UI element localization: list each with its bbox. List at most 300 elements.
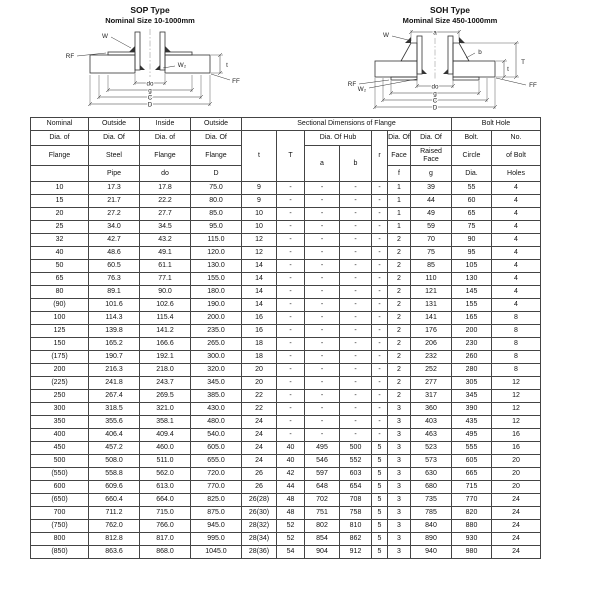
table-cell: 8 <box>492 312 541 325</box>
table-cell: 22 <box>242 390 277 403</box>
table-row <box>31 299 541 312</box>
table-cell: 3 <box>388 481 411 494</box>
header-cell: Flange <box>140 146 191 166</box>
header-cell: Raised Face <box>411 146 452 166</box>
table-cell: 573 <box>411 455 452 468</box>
header-cell: g <box>411 166 452 182</box>
table-cell: - <box>277 429 305 442</box>
table-cell: 20 <box>492 468 541 481</box>
header-cell: Bolt. <box>452 131 492 146</box>
table-cell: 562.0 <box>140 468 191 481</box>
table-cell: 3 <box>388 416 411 429</box>
table-cell: 265.0 <box>191 338 242 351</box>
table-cell: 500 <box>340 442 372 455</box>
table-cell: 12 <box>492 403 541 416</box>
table-cell: 27.7 <box>140 208 191 221</box>
table-cell: 3 <box>388 507 411 520</box>
table-cell: 555 <box>452 442 492 455</box>
table-row <box>31 455 541 468</box>
table-cell: 28(34) <box>242 533 277 546</box>
table-cell: 10 <box>242 208 277 221</box>
w2-label: W₂ <box>357 86 367 93</box>
table-cell: 2 <box>388 260 411 273</box>
table-row <box>31 195 541 208</box>
header-cell-r: r <box>372 131 388 182</box>
table-cell: 863.6 <box>89 546 140 559</box>
table-header <box>31 118 541 182</box>
table-cell: 403 <box>411 416 452 429</box>
table-cell: 318.5 <box>89 403 140 416</box>
table-cell: - <box>277 377 305 390</box>
table-cell: 4 <box>492 208 541 221</box>
table-cell: 8 <box>492 364 541 377</box>
table-cell: - <box>340 351 372 364</box>
table-cell: 785 <box>411 507 452 520</box>
table-cell: 5 <box>372 481 388 494</box>
table-cell: - <box>372 195 388 208</box>
table-cell: - <box>340 286 372 299</box>
header-cell-a: a <box>305 146 340 182</box>
table-cell: - <box>277 234 305 247</box>
table-cell: - <box>305 234 340 247</box>
table-row <box>31 377 541 390</box>
table-row <box>31 364 541 377</box>
header-row-2 <box>31 131 541 146</box>
table-cell: 24 <box>242 416 277 429</box>
table-cell: 345.0 <box>191 377 242 390</box>
table-cell: - <box>340 208 372 221</box>
table-cell: 277 <box>411 377 452 390</box>
table-cell: 24 <box>492 494 541 507</box>
table-cell: 800 <box>31 533 89 546</box>
table-cell: - <box>340 429 372 442</box>
table-cell: - <box>340 325 372 338</box>
table-cell: 770.0 <box>191 481 242 494</box>
table-cell: 12 <box>492 377 541 390</box>
table-cell: 80 <box>31 286 89 299</box>
do-label: do <box>146 80 154 88</box>
soh-title: SOH Type <box>430 5 470 15</box>
table-cell: 680 <box>411 481 452 494</box>
table-cell: 825.0 <box>191 494 242 507</box>
table-cell: 715.0 <box>140 507 191 520</box>
table-cell: 2 <box>388 364 411 377</box>
table-cell: 14 <box>242 273 277 286</box>
table-cell: 250 <box>31 390 89 403</box>
table-cell: 65 <box>31 273 89 286</box>
table-row <box>31 416 541 429</box>
header-cell: Dia. Of <box>388 131 411 146</box>
table-row <box>31 351 541 364</box>
table-cell: 890 <box>411 533 452 546</box>
table-cell: 480.0 <box>191 416 242 429</box>
table-cell: - <box>305 208 340 221</box>
table-cell: - <box>305 364 340 377</box>
rf-label: RF <box>347 81 357 88</box>
header-cell: Circle <box>452 146 492 166</box>
table-cell: 90 <box>452 234 492 247</box>
table-cell: 605.0 <box>191 442 242 455</box>
table-cell: 540.0 <box>191 429 242 442</box>
table-cell: 18 <box>242 351 277 364</box>
table-cell: 26 <box>242 481 277 494</box>
ff-callout <box>496 78 537 89</box>
header-cell: Dia. <box>452 166 492 182</box>
header-cell: Face <box>388 146 411 166</box>
table-cell: 4 <box>492 273 541 286</box>
header-cell: D <box>191 166 242 182</box>
d-label: D <box>147 101 153 109</box>
diagrams-section <box>0 0 600 115</box>
table-cell: - <box>305 390 340 403</box>
table-cell: 80.0 <box>191 195 242 208</box>
table-cell: 90.0 <box>140 286 191 299</box>
table-cell: 95.0 <box>191 221 242 234</box>
table-cell: 751 <box>305 507 340 520</box>
dim-w <box>102 33 131 48</box>
table-cell: - <box>305 182 340 195</box>
table-cell: 3 <box>388 533 411 546</box>
table-cell: 2 <box>388 247 411 260</box>
table-cell: 14 <box>242 299 277 312</box>
table-cell: 2 <box>388 338 411 351</box>
table-cell: (750) <box>31 520 89 533</box>
table-cell: 16 <box>242 325 277 338</box>
table-row <box>31 533 541 546</box>
table-cell: 267.4 <box>89 390 140 403</box>
table-cell: 22 <box>242 403 277 416</box>
table-row <box>31 546 541 559</box>
table-cell: 2 <box>388 273 411 286</box>
header-cell: Outside <box>89 118 140 131</box>
table-row <box>31 468 541 481</box>
table-cell: - <box>277 247 305 260</box>
table-cell: - <box>372 247 388 260</box>
table-cell: 2 <box>388 299 411 312</box>
table-cell: 2 <box>388 351 411 364</box>
table-cell: 20 <box>242 364 277 377</box>
c-label: C <box>147 94 153 102</box>
table-cell: 880 <box>452 520 492 533</box>
header-cell: Dia. Of <box>191 131 242 146</box>
table-cell: 43.2 <box>140 234 191 247</box>
table-row <box>31 312 541 325</box>
header-cell: do <box>140 166 191 182</box>
table-cell: 260 <box>452 351 492 364</box>
table-cell: 385.0 <box>191 390 242 403</box>
soh-subtitle: Mominal Size 450-1000mm <box>402 16 498 25</box>
table-cell: 17.8 <box>140 182 191 195</box>
table-cell: 300 <box>31 403 89 416</box>
table-cell: 252 <box>411 364 452 377</box>
table-cell: 702 <box>305 494 340 507</box>
table-cell: - <box>340 273 372 286</box>
table-cell: 25 <box>31 221 89 234</box>
table-cell: 766.0 <box>140 520 191 533</box>
table-cell: 390 <box>452 403 492 416</box>
table-cell: 8 <box>492 338 541 351</box>
table-cell: 180.0 <box>191 286 242 299</box>
table-cell: - <box>340 247 372 260</box>
table-cell: 166.6 <box>140 338 191 351</box>
table-row <box>31 481 541 494</box>
w2-label: W₂ <box>177 62 187 69</box>
table-cell: 55 <box>452 182 492 195</box>
table-row <box>31 429 541 442</box>
g-label: g <box>433 90 437 98</box>
table-row <box>31 325 541 338</box>
table-cell: 165.2 <box>89 338 140 351</box>
table-cell: - <box>277 260 305 273</box>
table-cell: - <box>340 338 372 351</box>
table-cell: - <box>372 208 388 221</box>
table-cell: 131 <box>411 299 452 312</box>
table-cell: 49 <box>411 208 452 221</box>
table-row <box>31 338 541 351</box>
table-cell: 34.5 <box>140 221 191 234</box>
soh-diagram-block <box>300 5 600 115</box>
table-cell: 155 <box>452 299 492 312</box>
table-row <box>31 494 541 507</box>
sectional-header: Sectional Dimensions of Flange <box>242 118 452 131</box>
table-cell: - <box>372 182 388 195</box>
header-cell <box>31 166 89 182</box>
table-cell: (650) <box>31 494 89 507</box>
table-cell: - <box>372 286 388 299</box>
sop-diagram-block <box>0 5 300 115</box>
table-row <box>31 403 541 416</box>
table-cell: - <box>305 338 340 351</box>
table-cell: - <box>340 221 372 234</box>
table-row <box>31 507 541 520</box>
table-cell: 75.0 <box>191 182 242 195</box>
table-cell: 523 <box>411 442 452 455</box>
table-cell: 52 <box>277 520 305 533</box>
table-cell: 60 <box>452 195 492 208</box>
table-cell: 460.0 <box>140 442 191 455</box>
table-cell: 4 <box>492 221 541 234</box>
header-cell: Dia. of <box>140 131 191 146</box>
table-cell: 3 <box>388 403 411 416</box>
table-cell: 1045.0 <box>191 546 242 559</box>
table-cell: 85.0 <box>191 208 242 221</box>
table-cell: 150 <box>31 338 89 351</box>
table-cell: - <box>340 377 372 390</box>
table-cell: 49.1 <box>140 247 191 260</box>
table-cell: - <box>305 377 340 390</box>
table-cell: 995.0 <box>191 533 242 546</box>
table-cell: 457.2 <box>89 442 140 455</box>
table-cell: 40 <box>277 442 305 455</box>
t-cap-label: T <box>521 59 525 66</box>
table-cell: 305 <box>452 377 492 390</box>
table-cell: 20 <box>242 377 277 390</box>
ff-label: FF <box>232 78 240 85</box>
table-cell: 1 <box>388 182 411 195</box>
table-cell: 14 <box>242 286 277 299</box>
table-cell: 904 <box>305 546 340 559</box>
header-cell-b: b <box>340 146 372 182</box>
table-cell: 4 <box>492 286 541 299</box>
table-cell: 24 <box>492 533 541 546</box>
table-cell: 3 <box>388 455 411 468</box>
table-cell: 24 <box>492 507 541 520</box>
table-cell: 700 <box>31 507 89 520</box>
table-cell: 2 <box>388 286 411 299</box>
table-cell: 817.0 <box>140 533 191 546</box>
table-cell: 735 <box>411 494 452 507</box>
table-cell: - <box>277 390 305 403</box>
t-label: t <box>507 66 509 73</box>
table-cell: 34.0 <box>89 221 140 234</box>
table-cell: 190.7 <box>89 351 140 364</box>
table-cell: 715 <box>452 481 492 494</box>
table-cell: 603 <box>340 468 372 481</box>
table-cell: - <box>277 299 305 312</box>
table-row <box>31 520 541 533</box>
table-cell: 3 <box>388 442 411 455</box>
table-cell: 2 <box>388 377 411 390</box>
table-cell: 40 <box>277 455 305 468</box>
table-cell: 12 <box>242 234 277 247</box>
table-cell: 77.1 <box>140 273 191 286</box>
table-cell: 24 <box>242 442 277 455</box>
table-cell: - <box>277 351 305 364</box>
header-cell: Dia. Of <box>411 131 452 146</box>
table-cell: - <box>277 221 305 234</box>
table-cell: 141.2 <box>140 325 191 338</box>
table-cell: - <box>340 364 372 377</box>
table-row <box>31 221 541 234</box>
table-cell: - <box>305 429 340 442</box>
table-cell: 130.0 <box>191 260 242 273</box>
table-cell: 50 <box>31 260 89 273</box>
table-cell: - <box>372 325 388 338</box>
table-cell: 511.0 <box>140 455 191 468</box>
table-cell: - <box>372 312 388 325</box>
table-cell: - <box>340 390 372 403</box>
table-cell: - <box>340 182 372 195</box>
header-cell: Dia. of <box>31 131 89 146</box>
table-cell: 762.0 <box>89 520 140 533</box>
table-cell: 141 <box>411 312 452 325</box>
table-cell: 463 <box>411 429 452 442</box>
table-cell: 609.6 <box>89 481 140 494</box>
table-cell: 5 <box>372 533 388 546</box>
table-cell: 165 <box>452 312 492 325</box>
table-cell: - <box>305 221 340 234</box>
table-cell: 2 <box>388 234 411 247</box>
dim-t <box>496 59 509 79</box>
table-cell: 12 <box>492 416 541 429</box>
header-cell: Flange <box>31 146 89 166</box>
table-cell: 26 <box>242 468 277 481</box>
table-cell: 269.5 <box>140 390 191 403</box>
table-cell: - <box>277 364 305 377</box>
table-cell: 321.0 <box>140 403 191 416</box>
table-cell: 3 <box>388 520 411 533</box>
table-cell: 868.0 <box>140 546 191 559</box>
table-cell: 17.3 <box>89 182 140 195</box>
table-cell: 280 <box>452 364 492 377</box>
dim-w <box>383 32 408 40</box>
table-cell: 24 <box>242 429 277 442</box>
table-cell: 4 <box>492 260 541 273</box>
table-cell: 200.0 <box>191 312 242 325</box>
table-cell: 85 <box>411 260 452 273</box>
table-cell: 8 <box>492 325 541 338</box>
table-cell: 15 <box>31 195 89 208</box>
header-cell: Inside <box>140 118 191 131</box>
table-cell: 711.2 <box>89 507 140 520</box>
table-cell: 28(36) <box>242 546 277 559</box>
bolt-hole-header: Bolt Hole <box>452 118 541 131</box>
table-cell: 720.0 <box>191 468 242 481</box>
table-cell: 802 <box>305 520 340 533</box>
table-cell: (225) <box>31 377 89 390</box>
table-cell: 820 <box>452 507 492 520</box>
table-cell: 145 <box>452 286 492 299</box>
table-cell: - <box>305 351 340 364</box>
table-cell: 409.4 <box>140 429 191 442</box>
table-cell: 930 <box>452 533 492 546</box>
table-cell: 854 <box>305 533 340 546</box>
table-cell: 360 <box>411 403 452 416</box>
table-cell: 708 <box>340 494 372 507</box>
rf-callout <box>66 53 106 60</box>
table-cell: - <box>340 234 372 247</box>
table-cell: 350 <box>31 416 89 429</box>
table-cell: 20 <box>492 481 541 494</box>
table-cell: 54 <box>277 546 305 559</box>
table-cell: - <box>372 260 388 273</box>
table-cell: (850) <box>31 546 89 559</box>
table-cell: 155.0 <box>191 273 242 286</box>
table-cell: - <box>305 273 340 286</box>
table-cell: 121 <box>411 286 452 299</box>
dim-w2 <box>163 62 187 69</box>
table-row <box>31 260 541 273</box>
table-cell: 770 <box>452 494 492 507</box>
table-cell: - <box>372 429 388 442</box>
table-cell: 4 <box>492 247 541 260</box>
table-cell: 27.2 <box>89 208 140 221</box>
table-cell: 597 <box>305 468 340 481</box>
w-label: W <box>383 32 389 39</box>
table-cell: 18 <box>242 338 277 351</box>
table-cell: 44 <box>411 195 452 208</box>
table-cell: 9 <box>242 182 277 195</box>
table-row <box>31 182 541 195</box>
table-cell: - <box>340 312 372 325</box>
table-cell: 16 <box>242 312 277 325</box>
sop-subtitle: Nominal Size 10-1000mm <box>105 16 195 25</box>
table-cell: 355.6 <box>89 416 140 429</box>
ff-callout <box>211 74 240 85</box>
table-cell: - <box>305 247 340 260</box>
table-cell: 3 <box>388 429 411 442</box>
table-cell: 10 <box>31 182 89 195</box>
table-cell: 28(32) <box>242 520 277 533</box>
table-cell: 430.0 <box>191 403 242 416</box>
table-cell: 16 <box>492 429 541 442</box>
table-cell: 42.7 <box>89 234 140 247</box>
table-cell: 52 <box>277 533 305 546</box>
table-cell: 945.0 <box>191 520 242 533</box>
table-cell: 940 <box>411 546 452 559</box>
table-cell: 9 <box>242 195 277 208</box>
table-cell: 40 <box>31 247 89 260</box>
